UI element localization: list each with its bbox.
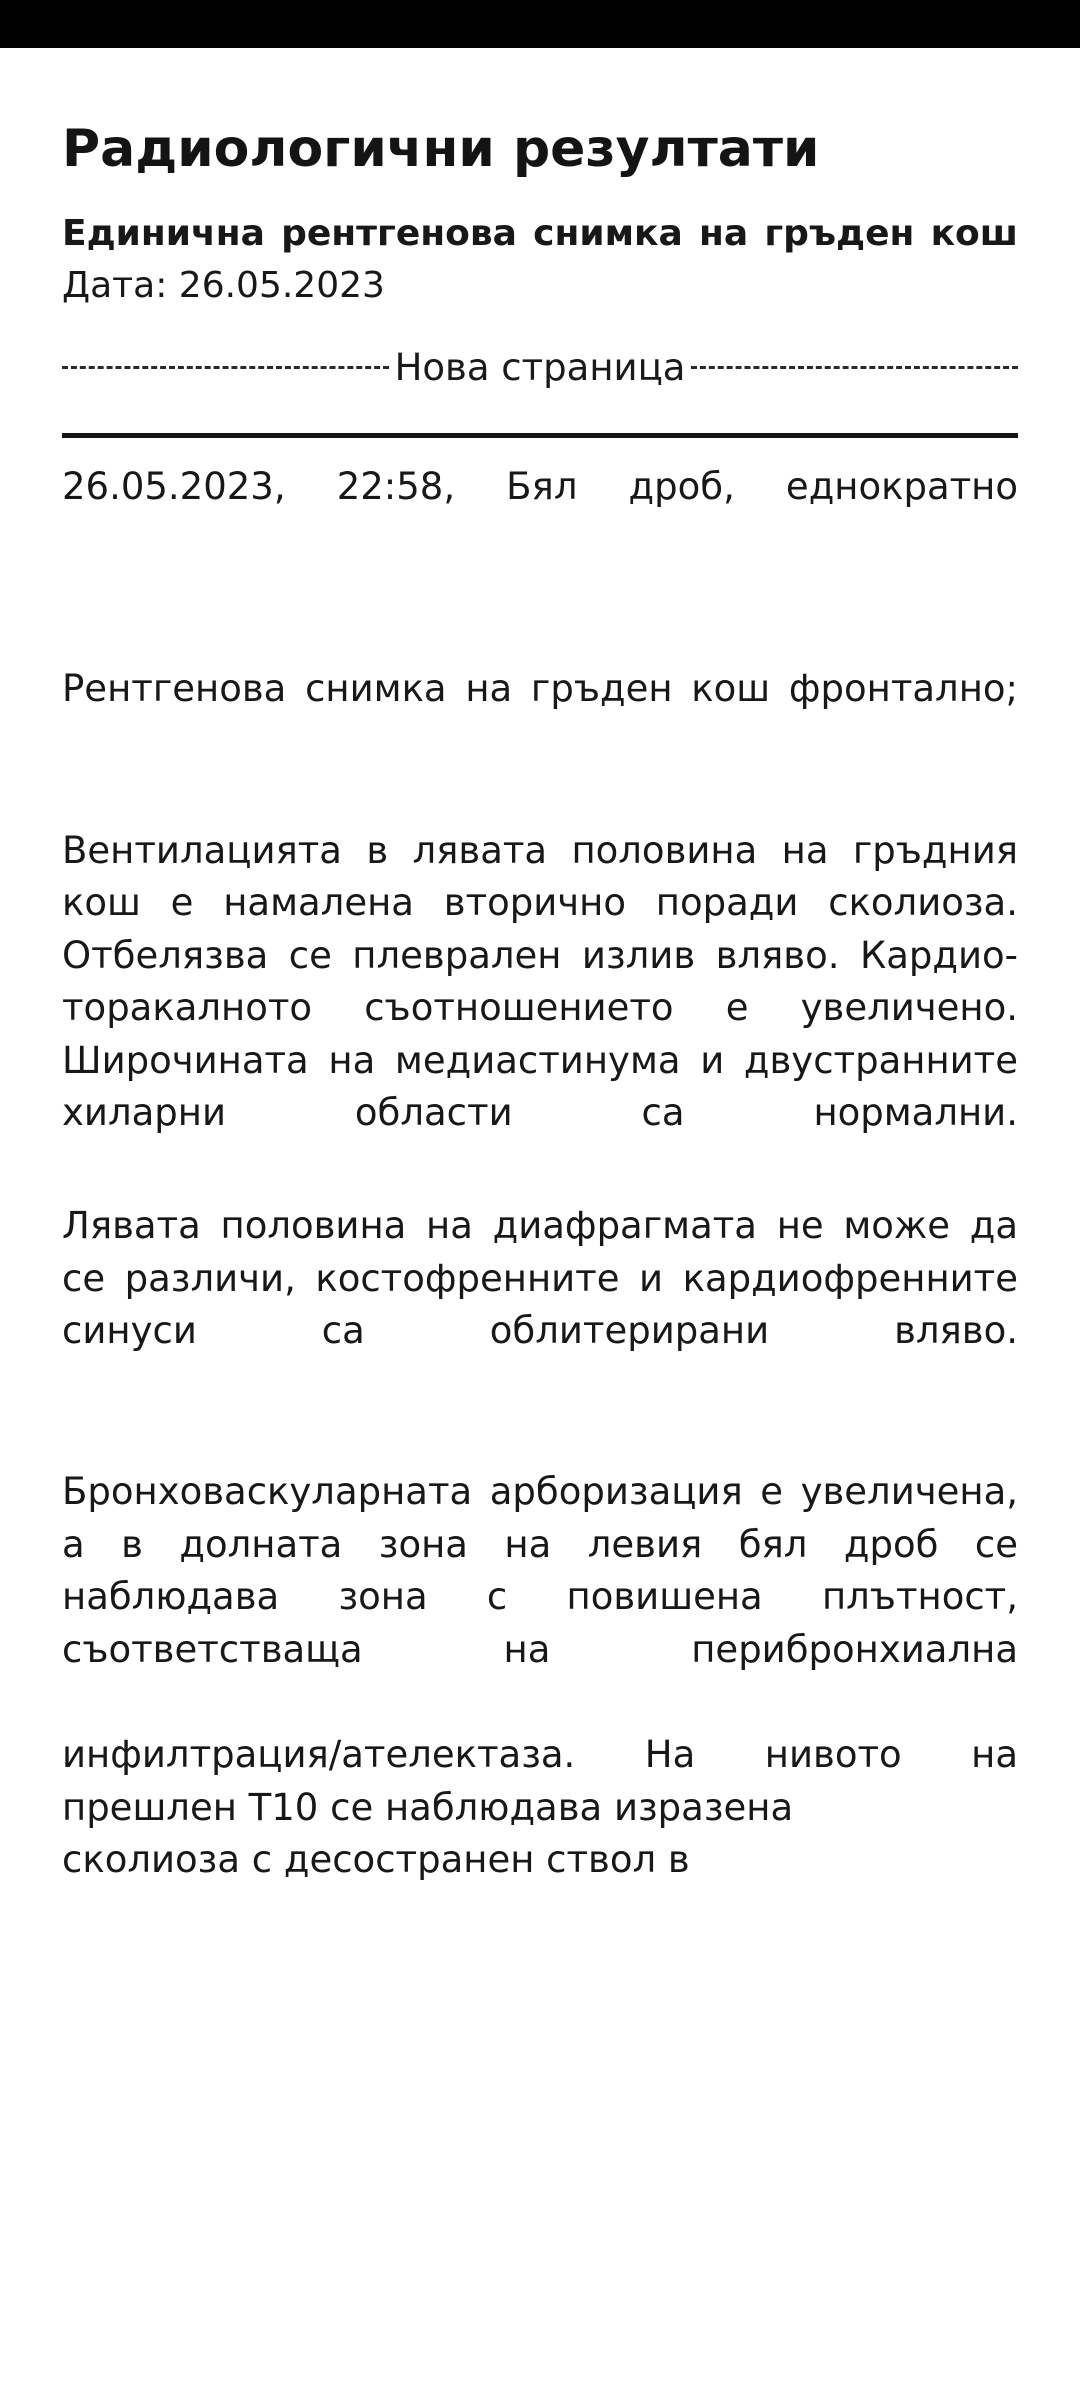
dashed-rule-right [691,366,1018,369]
report-paragraph-5: инфилтрация/ателектаза. На нивото на прешлен Т10 се наблюдава изразена [62,1733,1018,1829]
report-paragraph-4: Бронховаскуларната арборизация е увеличена, а в долната зона на левия бял дроб се наблюдава зона с повишена плътност, съответстваща на перибронхиална [62,1470,1018,1671]
exam-type-label: Единична рентгенова снимка на гръден кош [62,212,1018,254]
spacer-4 [62,1410,1018,1466]
spacer-3 [62,1192,1018,1200]
dashed-rule-left [62,366,389,369]
spacer-1 [62,567,1018,663]
document-page [0,120,1080,1887]
exam-date-label: Дата: 26.05.2023 [62,264,385,306]
spacer-2 [62,769,1018,825]
report-paragraph-2: Вентилацията в лявата половина на гръдния кош е намалена вторично поради сколиоза. Отбелязва се плеврален излив вляво. Кардио-торакалното съотношението е увеличено. Широчината на медиастинума и двустранните хиларни области са нормални. [62,828,1018,1135]
new-page-label: Нова страница [394,346,686,390]
report-paragraph-cutoff: сколиоза с десостранен ствол в [62,1838,690,1882]
status-bar [0,0,1080,48]
report-paragraph-1: Рентгенова снимка на гръден кош фронтално; [62,667,1018,711]
study-meta-line: 26.05.2023, 22:58, Бял дроб, еднократно [62,465,1018,509]
exam-subtitle [62,208,1018,312]
new-page-separator [62,346,1018,389]
horizontal-rule [62,433,1018,438]
report-paragraph-3: Лявата половина на диафрагмата не може да се различи, костофренните и кардиофренните синуси са облитерирани вляво. [62,1204,1018,1353]
page-title: Радиологични резултати [62,119,820,179]
